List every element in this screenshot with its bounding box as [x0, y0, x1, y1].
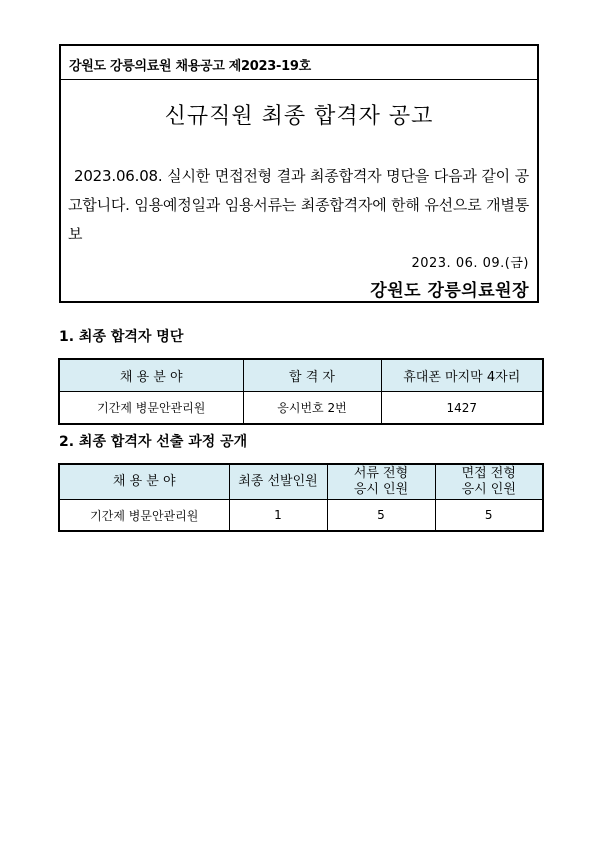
header-cell-phone: 휴대폰 마지막 4자리: [381, 359, 543, 392]
cell-field: 기간제 병문안관리원: [59, 500, 229, 532]
notice-title: 신규직원 최종 합격자 공고: [164, 104, 434, 129]
cell-field: 기간제 병문안관리원: [59, 392, 243, 425]
header-line: 최종 선발인원: [238, 474, 318, 489]
notice-divider: [61, 79, 537, 80]
header-cell-interview-applicants: [435, 464, 543, 500]
header-line: 응시 인원: [461, 482, 516, 497]
section-heading-process: 2. 최종 합격자 선출 과정 공개: [59, 434, 248, 450]
notice-number: 강원도 강릉의료원 채용공고 제2023-19호: [69, 59, 311, 74]
table-header-row: [59, 359, 543, 392]
notice-body: 2023.06.08. 실시한 면접전형 결과 최종합격자 명단을 다음과 같이 공고합니다. 임용예정일과 임용서류는 최종합격자에 한해 유선으로 개별통보: [68, 167, 529, 243]
section-heading-final-list: 1. 최종 합격자 명단: [59, 329, 184, 345]
header-cell-final-count: [229, 464, 327, 500]
cell-interview-applicants: 5: [435, 500, 543, 532]
header-line: 응시 인원: [353, 482, 409, 497]
table-header-row: [59, 464, 543, 500]
header-cell-passer: 합 격 자: [243, 359, 381, 392]
cell-passer: 응시번호 2번: [243, 392, 381, 425]
header-line: 면접 전형: [461, 466, 516, 481]
cell-document-applicants: 5: [327, 500, 435, 532]
table-row: [59, 500, 543, 532]
notice-signer: 강원도 강릉의료원장: [370, 281, 529, 301]
process-table: [58, 463, 544, 532]
notice-date: 2023. 06. 09.(금): [411, 256, 529, 271]
table-row: [59, 392, 543, 425]
header-line: 서류 전형: [353, 466, 409, 481]
header-cell-field: 채 용 분 야: [59, 359, 243, 392]
notice-box: [59, 44, 539, 303]
cell-phone: 1427: [381, 392, 543, 425]
header-cell-document-applicants: [327, 464, 435, 500]
final-list-table: [58, 358, 544, 425]
header-cell-field: [59, 464, 229, 500]
header-line: 채 용 분 야: [112, 474, 176, 489]
cell-final-count: 1: [229, 500, 327, 532]
